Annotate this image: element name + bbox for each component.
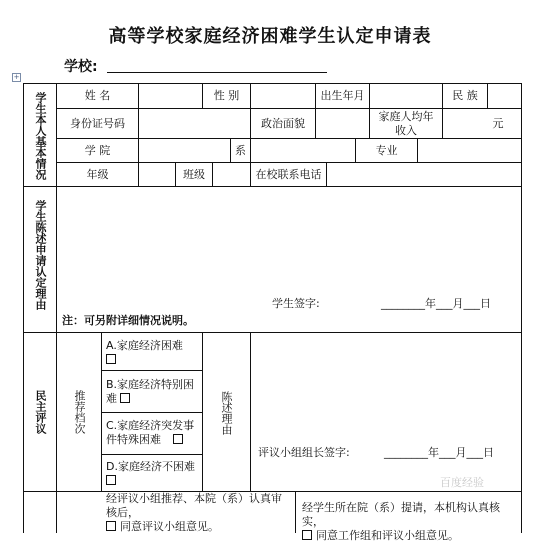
recommend-level-label: 推荐档次 (73, 390, 86, 434)
option-d[interactable] (106, 460, 200, 488)
note-text: 注：可另附详细情况说明。 (62, 314, 194, 327)
option-b[interactable] (106, 378, 202, 406)
college-review-text (106, 492, 292, 534)
label-college: 学 院 (84, 143, 111, 157)
label-class: 班级 (183, 167, 205, 181)
student-signature-date[interactable]: ________年___月___日 (381, 297, 491, 310)
option-c-checkbox[interactable] (173, 434, 183, 444)
option-a-checkbox[interactable] (106, 354, 116, 364)
form-title: 高等学校家庭经济困难学生认定申请表 (108, 26, 432, 47)
label-phone: 在校联系电话 (255, 167, 322, 181)
option-c-label: C.家庭经济突发事件特殊困难 (106, 419, 195, 446)
option-a[interactable] (106, 339, 200, 367)
label-id-number: 身份证号码 (70, 116, 125, 130)
watermark: 百度经验 (440, 476, 484, 489)
section-evaluation-heading: 民主评议 (34, 390, 47, 434)
label-dept: 系 (235, 143, 246, 157)
section-basic-info-heading: 学生本人基本情况 (34, 92, 47, 180)
option-d-label: D.家庭经济不困难 (106, 460, 195, 473)
table-anchor-icon[interactable]: + (13, 73, 20, 81)
agency-review-text (302, 501, 520, 543)
college-agree-label: 同意评议小组意见。 (120, 520, 219, 533)
label-politics: 政治面貌 (261, 116, 305, 130)
college-agree-checkbox[interactable] (106, 521, 116, 531)
label-gender: 性 别 (213, 89, 240, 102)
agency-agree-checkbox[interactable] (302, 530, 312, 540)
label-income: 家庭人均年收入 (378, 109, 434, 137)
option-b-label: B.家庭经济特别困难 (106, 378, 195, 405)
school-label: 学校: (64, 59, 98, 75)
label-ethnicity: 民 族 (452, 89, 478, 102)
student-signature-label: 学生签字: (272, 297, 320, 310)
college-review-body: 经评议小组推荐、本院（系）认真审核后， (106, 492, 282, 519)
agency-agree-label: 同意工作组和评议小组意见。 (316, 529, 459, 542)
label-major: 专业 (375, 143, 398, 157)
agency-review-body: 经学生所在院（系）提请，本机构认真核实， (302, 501, 500, 528)
option-c[interactable] (106, 419, 202, 447)
label-name: 姓 名 (84, 89, 111, 102)
option-a-label: A.家庭经济困难 (106, 339, 183, 352)
option-d-checkbox[interactable] (106, 475, 116, 485)
leader-signature-date[interactable]: ________年___月___日 (384, 446, 494, 459)
section-reason-heading: 学生陈述申请认定理由 (34, 200, 47, 310)
label-birth: 出生年月 (320, 89, 365, 102)
label-grade: 年级 (86, 167, 109, 181)
reason-label: 陈述理由 (220, 391, 233, 435)
leader-signature-label: 评议小组组长签字: (258, 446, 350, 459)
income-unit: 元 (492, 116, 504, 130)
option-b-checkbox[interactable] (120, 393, 130, 403)
